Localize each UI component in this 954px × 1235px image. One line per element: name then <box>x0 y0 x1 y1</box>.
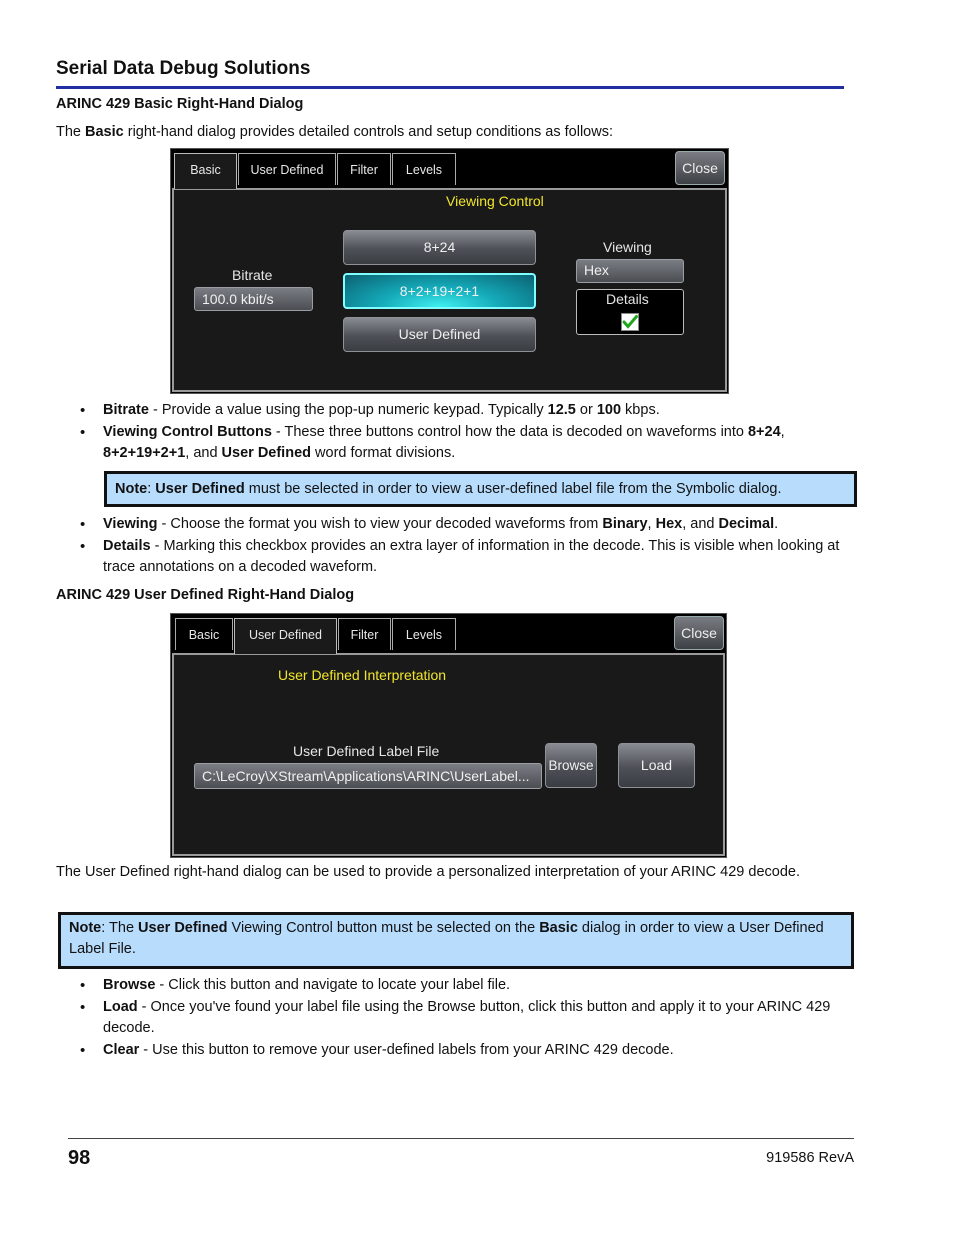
note-user-defined: Note: User Defined must be selected in order to view a user-defined label file from the Symbolic dialog. <box>104 471 857 507</box>
list-item: • Viewing Control Buttons - These three buttons control how the data is decoded on waveforms into 8+24, 8+2+19+2+1, and User Defined word format divisions. <box>103 422 853 464</box>
bullet-list-viewing <box>56 514 853 579</box>
tab-basic[interactable]: Basic <box>175 618 233 650</box>
button-8-2-19-2-1[interactable]: 8+2+19+2+1 <box>343 273 536 309</box>
bitrate-label: Bitrate <box>232 267 273 283</box>
tab-filter[interactable]: Filter <box>337 153 391 185</box>
document-id: 919586 RevA <box>766 1150 854 1166</box>
footer-rule <box>68 1138 854 1139</box>
list-item: • Load - Once you've found your label file using the Browse button, click this button and apply it to your ARINC 429 decode. <box>103 997 853 1039</box>
label-file-label: User Defined Label File <box>293 743 440 759</box>
bullet-list-buttons <box>56 975 853 1062</box>
user-defined-dialog-screenshot <box>170 613 727 858</box>
tab-levels[interactable]: Levels <box>392 618 456 650</box>
list-item: • Bitrate - Provide a value using the pop-up numeric keypad. Typically 12.5 or 100 kbps. <box>103 400 853 421</box>
tab-user-defined[interactable]: User Defined <box>234 618 337 654</box>
user-defined-interpretation-title: User Defined Interpretation <box>278 667 447 683</box>
load-button[interactable]: Load <box>618 743 695 788</box>
details-label: Details <box>606 291 649 307</box>
button-8-24[interactable]: 8+24 <box>343 230 536 265</box>
viewing-control-title: Viewing Control <box>446 193 544 209</box>
label-file-field[interactable]: C:\LeCroy\XStream\Applications\ARINC\UserLabel... <box>194 763 542 789</box>
tab-levels[interactable]: Levels <box>392 153 456 185</box>
list-item: • Viewing - Choose the format you wish to view your decoded waveforms from Binary, Hex, and Decimal. <box>103 514 853 535</box>
bullet-list-basic-controls <box>56 400 853 465</box>
basic-dialog-screenshot <box>170 148 729 394</box>
intro-paragraph: The Basic right-hand dialog provides detailed controls and setup conditions as follows: <box>56 124 613 140</box>
viewing-select[interactable]: Hex <box>576 259 684 283</box>
close-button[interactable]: Close <box>674 616 724 650</box>
note-basic-dialog: Note: The User Defined Viewing Control button must be selected on the Basic dialog in order to view a User Defined Label File. <box>58 912 854 969</box>
button-user-defined[interactable]: User Defined <box>343 317 536 352</box>
section-title-user-defined: ARINC 429 User Defined Right-Hand Dialog <box>56 587 355 603</box>
list-item: • Browse - Click this button and navigate to locate your label file. <box>103 975 853 996</box>
browse-button[interactable]: Browse <box>545 743 597 788</box>
details-box[interactable] <box>576 289 684 335</box>
page-header-title: Serial Data Debug Solutions <box>56 58 311 79</box>
close-button[interactable]: Close <box>675 151 725 185</box>
page-number: 98 <box>68 1147 91 1169</box>
user-defined-paragraph: The User Defined right-hand dialog can be used to provide a personalized interpretation of your ARINC 429 decode. <box>56 864 800 880</box>
bitrate-field[interactable]: 100.0 kbit/s <box>194 287 313 311</box>
section-title-basic: ARINC 429 Basic Right-Hand Dialog <box>56 96 304 112</box>
checkmark-icon <box>622 314 638 330</box>
details-checkbox[interactable] <box>621 313 639 331</box>
tab-filter[interactable]: Filter <box>338 618 391 650</box>
tab-user-defined[interactable]: User Defined <box>238 153 336 185</box>
viewing-label: Viewing <box>603 239 652 255</box>
list-item: • Clear - Use this button to remove your user-defined labels from your ARINC 429 decode. <box>103 1040 853 1061</box>
list-item: • Details - Marking this checkbox provides an extra layer of information in the decode. This is visible when looking at trace annotations on a decoded waveform. <box>103 536 853 578</box>
header-rule <box>56 86 844 89</box>
tab-basic[interactable]: Basic <box>174 153 237 189</box>
